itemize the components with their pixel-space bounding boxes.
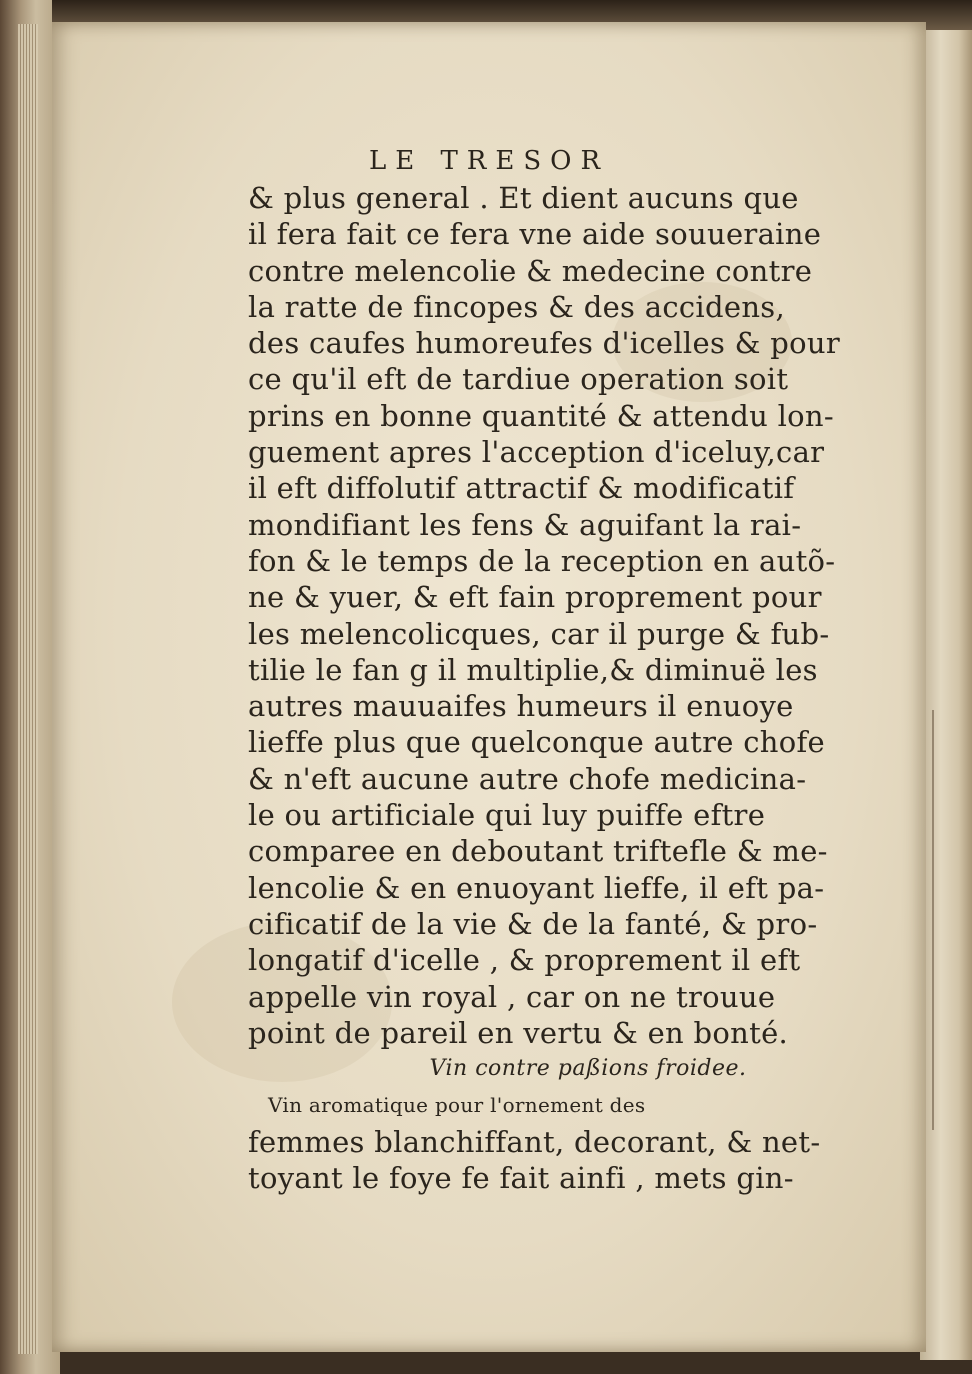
- text-line: le ou artificiale qui luy puiffe eftre: [248, 798, 766, 833]
- page-stack-edges: [18, 24, 38, 1354]
- paragraph-next: [248, 1087, 908, 1196]
- text-line: contre melencolie & medecine contre: [248, 253, 813, 288]
- text-line: lencolie & en enuoyant lieffe, il eft pa-: [248, 870, 825, 905]
- text-line: il fera fait ce fera vne aide souueraine: [248, 217, 822, 252]
- text-line: autres mauuaifes humeurs il enuoye: [248, 689, 794, 724]
- text-line: lieffe plus que quelconque autre chofe: [248, 725, 826, 760]
- running-head: LE TRESOR: [368, 146, 610, 176]
- text-line: Vin aromatique pour l'ornement des: [268, 1093, 646, 1118]
- text-line: prins en bonne quantité & attendu lon-: [248, 398, 835, 433]
- right-page-edge: [920, 30, 972, 1360]
- text-line: ne & yuer, & eft fain proprement pour: [248, 580, 822, 615]
- text-line: appelle vin royal , car on ne trouue: [248, 979, 776, 1014]
- text-line: tilie le fan g il multiplie,& diminuë les: [248, 652, 818, 687]
- text-line: point de pareil en vertu & en bonté.: [248, 1015, 789, 1050]
- text-line: & plus general . Et dient aucuns que: [248, 181, 799, 215]
- text-line: guement apres l'acception d'iceluy,car: [248, 435, 825, 470]
- text-line: mondifiant les fens & aguifant la rai-: [248, 507, 802, 542]
- text-line: la ratte de fincopes & des accidens,: [248, 289, 785, 324]
- text-line: longatif d'icelle , & proprement il eft: [248, 943, 801, 978]
- text-line: des caufes humoreufes d'icelles & pour: [248, 326, 841, 361]
- text-line: toyant le foye fe fait ainfi , mets gin-: [248, 1161, 794, 1196]
- text-line: cificatif de la vie & de la fanté, & pro-: [248, 906, 818, 941]
- text-line: ce qu'il eft de tardiue operation soit: [248, 362, 789, 397]
- paragraph-main: [248, 180, 908, 1051]
- text-line: comparee en deboutant triftefle & me-: [248, 834, 828, 869]
- text-line: fon & le temps de la reception en autõ-: [248, 543, 836, 578]
- text-line: femmes blanchiffant, decorant, & net-: [248, 1124, 821, 1159]
- book-page: [52, 22, 926, 1352]
- text-line: les melencolicques, car il purge & fub-: [248, 616, 830, 651]
- page-fold-line: [932, 710, 934, 1130]
- body-text: [248, 180, 908, 1196]
- section-subheading: Vin contre paßions froidee.: [429, 1056, 747, 1082]
- text-line: il eft diffolutif attractif & modificatif: [248, 471, 795, 506]
- text-line: & n'eft aucune autre chofe medicina-: [248, 761, 807, 796]
